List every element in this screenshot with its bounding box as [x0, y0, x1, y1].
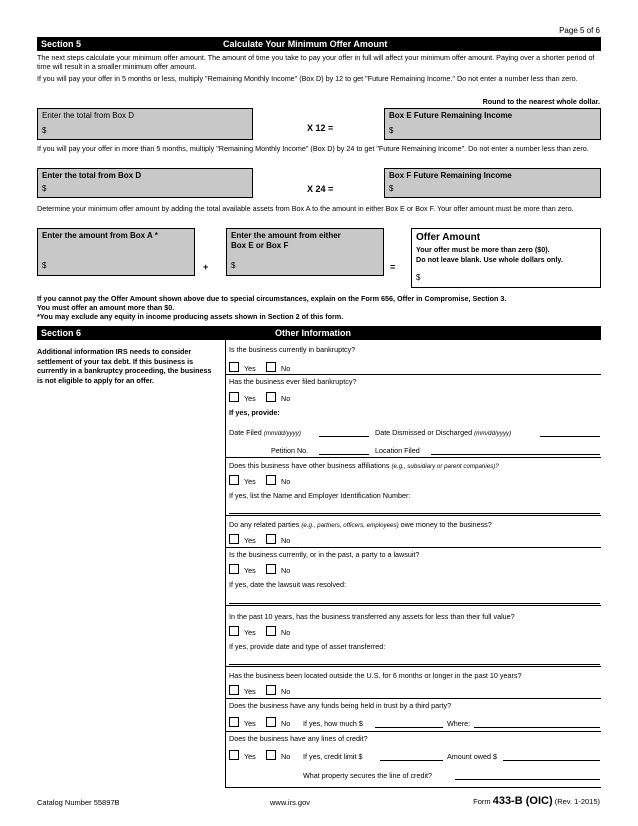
section6-header — [37, 326, 601, 340]
yes-label: Yes — [244, 566, 256, 575]
yes-label: Yes — [244, 687, 256, 696]
no-label: No — [281, 628, 291, 637]
box-a-field[interactable] — [37, 228, 195, 276]
no-label: No — [281, 477, 291, 486]
what-property-label: What property secures the line of credit? — [303, 771, 433, 780]
box-d-24-field[interactable] — [37, 168, 253, 198]
box-ef-field[interactable] — [226, 228, 384, 276]
q-outside-us: Has the business been located outside the U.S. for 6 months or longer in the past 10 years? — [229, 671, 522, 680]
no-label: No — [281, 687, 291, 696]
row-divider — [226, 698, 601, 699]
dollar-sign: $ — [42, 126, 47, 135]
date-dismissed-input[interactable] — [540, 436, 600, 437]
dollar-sign: $ — [389, 126, 394, 135]
form-id — [473, 795, 600, 807]
box-e-field[interactable] — [384, 108, 601, 140]
q-lines-of-credit: Does the business have any lines of credit? — [229, 734, 368, 743]
section5-header — [37, 37, 601, 51]
no-checkbox[interactable] — [266, 685, 276, 695]
row-divider — [226, 457, 601, 458]
no-label: No — [281, 566, 291, 575]
petition-no-input[interactable] — [319, 454, 369, 455]
no-label: No — [281, 536, 291, 545]
box-d-24-label: Enter the total from Box D — [42, 171, 142, 180]
yes-label: Yes — [244, 477, 256, 486]
transfer-details-input[interactable] — [229, 664, 600, 665]
box-ef-line1: Enter the amount from either — [231, 231, 341, 240]
yes-label: Yes — [244, 364, 256, 373]
no-checkbox[interactable] — [266, 717, 276, 727]
q-related-end: owe money to the business? — [400, 520, 492, 529]
rule-5-months: If you will pay your offer in 5 months or less, multiply "Remaining Monthly Income" (Box D) by 12 to get "Future Remaining Income." Do not enter a number less than zero. — [37, 74, 578, 83]
section5-label: Section 5 — [41, 39, 82, 49]
yes-checkbox[interactable] — [229, 717, 239, 727]
dollar-sign: $ — [231, 261, 236, 270]
yes-label: Yes — [244, 752, 256, 761]
box-f-field[interactable] — [384, 168, 601, 198]
trust-amount-input[interactable] — [375, 727, 443, 728]
box-e-label: Box E Future Remaining Income — [389, 111, 513, 120]
plus-sign: + — [203, 262, 209, 272]
yes-checkbox[interactable] — [229, 534, 239, 544]
rule-6-months: If you will pay your offer in more than 5 months, multiply "Remaining Monthly Income" (Box D) by 24 to get "Future Remaining Income". Do not enter a number less than zero. — [37, 144, 589, 153]
offer-line1: Your offer must be more than zero ($0). — [416, 245, 550, 254]
yes-checkbox[interactable] — [229, 362, 239, 372]
row-divider — [226, 374, 601, 375]
box-d-12-label: Enter the total from Box D — [42, 111, 135, 120]
equity-exclusion-note: *You may exclude any equity in income producing assets shown in Section 2 of this form. — [37, 312, 344, 321]
q-transferred-assets: In the past 10 years, has the business transferred any assets for less than their full value? — [229, 612, 515, 621]
row-divider — [226, 547, 601, 548]
q-lawsuit: Is the business currently, or in the past, a party to a lawsuit? — [229, 550, 420, 559]
credit-limit-input[interactable] — [380, 760, 443, 761]
row-divider — [226, 731, 601, 732]
section5-title: Calculate Your Minimum Offer Amount — [223, 39, 388, 49]
if-yes-transfer: If yes, provide date and type of asset transferred: — [229, 642, 386, 651]
q-related-parties — [229, 520, 492, 529]
box-ef-line2: Box E or Box F — [231, 241, 289, 250]
q-affiliations — [229, 461, 499, 470]
q-related-text: Do any related parties — [229, 520, 300, 529]
lawsuit-date-input[interactable] — [229, 603, 600, 604]
catalog-number: Catalog Number 55897B — [37, 798, 120, 807]
irs-website: www.irs.gov — [270, 798, 311, 807]
yes-label: Yes — [244, 628, 256, 637]
date-filed-label — [229, 428, 301, 437]
no-checkbox[interactable] — [266, 362, 276, 372]
amount-owed-input[interactable] — [503, 760, 600, 761]
no-checkbox[interactable] — [266, 392, 276, 402]
row-divider — [226, 666, 601, 667]
multiplier-12: X 12 = — [307, 123, 334, 133]
yes-checkbox[interactable] — [229, 750, 239, 760]
row-divider — [226, 605, 601, 606]
yes-label: Yes — [244, 536, 256, 545]
amount-owed-label: Amount owed $ — [447, 752, 497, 761]
location-filed-label: Location Filed — [375, 446, 420, 455]
no-label: No — [281, 364, 291, 373]
if-yes-provide: If yes, provide: — [229, 408, 280, 417]
row-divider — [226, 787, 601, 788]
if-yes-credit-limit: If yes, credit limit $ — [303, 752, 363, 761]
if-yes-how-much: If yes, how much $ — [303, 719, 363, 728]
round-note: Round to the nearest whole dollar. — [482, 97, 600, 106]
section5-intro: The next steps calculate your minimum offer amount. The amount of time you take to pay your offer in full will affect your minimum offer amount. Paying over a shorter period of time will result in a smaller minimum offer amount. — [37, 53, 595, 71]
form-revision: (Rev. 1-2015) — [554, 797, 600, 806]
date-filed-text: Date Filed — [229, 428, 262, 437]
date-filed-input[interactable] — [319, 436, 369, 437]
affiliations-input[interactable] — [229, 513, 600, 514]
no-checkbox[interactable] — [266, 475, 276, 485]
dollar-sign: $ — [42, 261, 47, 270]
if-yes-lawsuit: If yes, date the lawsuit was resolved: — [229, 580, 347, 589]
yes-checkbox[interactable] — [229, 626, 239, 636]
special-circumstances-note: If you cannot pay the Offer Amount shown above due to special circumstances, explain on the Form 656, Offer in Compromise, Section 3. — [37, 294, 507, 303]
section6-left-note: Additional information IRS needs to consider settlement of your tax debt. If this business is currently in a bankruptcy proceeding, the business is not eligible to apply for an offer. — [37, 347, 212, 385]
yes-checkbox[interactable] — [229, 685, 239, 695]
row-divider — [226, 515, 601, 516]
yes-checkbox[interactable] — [229, 392, 239, 402]
yes-label: Yes — [244, 719, 256, 728]
date-format: (mm/dd/yyyy) — [474, 430, 512, 437]
section6-label: Section 6 — [41, 328, 82, 338]
no-checkbox[interactable] — [266, 564, 276, 574]
where-label: Where: — [447, 719, 471, 728]
dollar-sign: $ — [42, 184, 47, 193]
column-divider — [225, 340, 226, 788]
form-name: 433-B (OIC) — [492, 795, 553, 807]
q-bankruptcy-now: Is the business currently in bankruptcy? — [229, 345, 356, 354]
no-checkbox[interactable] — [266, 626, 276, 636]
yes-label: Yes — [244, 394, 256, 403]
yes-checkbox[interactable] — [229, 564, 239, 574]
no-checkbox[interactable] — [266, 750, 276, 760]
q-bankruptcy-ever: Has the business ever filed bankruptcy? — [229, 377, 357, 386]
q-related-eg: (e.g., partners, officers, employees) — [301, 522, 399, 529]
box-a-label: Enter the amount from Box A * — [42, 231, 158, 240]
offer-more-than-zero-note: You must offer an amount more than $0. — [37, 303, 175, 312]
q-affiliations-eg: (e.g., subsidiary or parent companies)? — [391, 463, 499, 470]
box-d-12-field[interactable] — [37, 108, 253, 140]
no-label: No — [281, 394, 291, 403]
q-affiliations-text: Does this business have other business affiliations — [229, 461, 390, 470]
date-dismissed-label — [375, 428, 511, 437]
no-label: No — [281, 752, 291, 761]
trust-location-input[interactable] — [474, 727, 600, 728]
box-f-label: Box F Future Remaining Income — [389, 171, 512, 180]
offer-amount-field[interactable] — [411, 228, 601, 288]
determine-text: Determine your minimum offer amount by adding the total available assets from Box A to the amount in either Box E or Box F. Your offer amount must be more than zero. — [37, 204, 574, 213]
page-number: Page 5 of 6 — [559, 26, 600, 35]
yes-checkbox[interactable] — [229, 475, 239, 485]
offer-amount-title: Offer Amount — [416, 232, 481, 243]
multiplier-24: X 24 = — [307, 184, 334, 194]
dollar-sign: $ — [389, 184, 394, 193]
form-prefix: Form — [473, 797, 491, 806]
q-funds-in-trust: Does the business have any funds being held in trust by a third party? — [229, 701, 452, 710]
location-filed-input[interactable] — [431, 454, 600, 455]
equals-sign: = — [390, 262, 396, 272]
date-dismissed-text: Date Dismissed or Discharged — [375, 428, 473, 437]
no-checkbox[interactable] — [266, 534, 276, 544]
if-yes-affiliations: If yes, list the Name and Employer Identification Number: — [229, 491, 411, 500]
section6-title: Other Information — [275, 328, 351, 338]
offer-line2: Do not leave blank. Use whole dollars only. — [416, 255, 563, 264]
date-format: (mm/dd/yyyy) — [263, 430, 301, 437]
box-ef-label — [231, 231, 341, 251]
petition-no-label: Petition No. — [271, 446, 309, 455]
dollar-sign: $ — [416, 273, 421, 282]
property-secures-input[interactable] — [455, 779, 600, 780]
no-label: No — [281, 719, 291, 728]
